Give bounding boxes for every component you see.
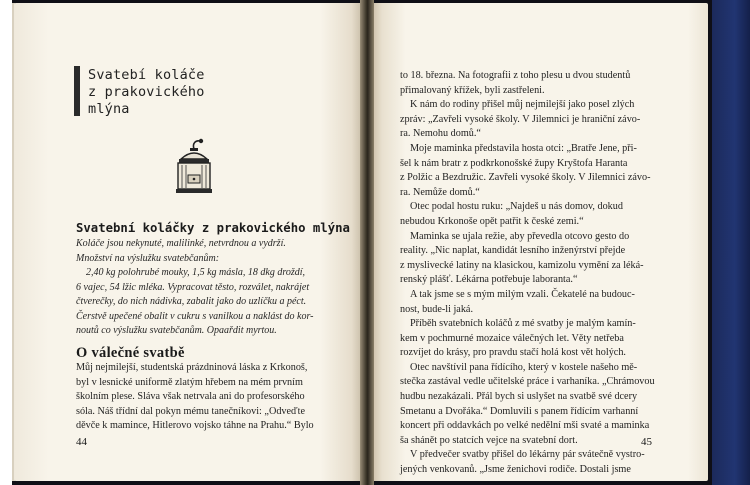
body-line: V předvečer svatby přišel do lékárny pár svátečně vystro-: [410, 449, 645, 461]
page-number-right: 45: [641, 436, 652, 448]
body-line: stečka zastával vedle učitelské práce i varhaníka. „Chrámovou: [400, 376, 655, 388]
chapter-marker-bar: [74, 66, 80, 116]
chapter-title-line: Svatebí koláče: [88, 67, 205, 83]
recipe-body-line: čtverečky, do nich nádivka, zabalit jako do uzlíčku a péct.: [76, 296, 307, 308]
coffee-grinder-icon: [170, 135, 218, 199]
book-gutter: [360, 0, 374, 485]
body-line: nost, bude-li jaká.: [400, 303, 473, 315]
body-line: zpráv: „Zavřeli vysoké školy. V Jilemnici je hraniční závo-: [400, 113, 641, 125]
body-line: Smetanu a Dvořáka.“ Domluvili s panem řídícím varhanní: [400, 405, 639, 417]
body-line: renský plášť. Lékárna potřebuje laboranta.“: [400, 274, 578, 286]
book-cover-edge: [712, 0, 750, 485]
body-line: přimalovaný křížek, byli zastřeleni.: [400, 84, 545, 96]
body-line: Příběh svatebních koláčů z mé svatby je malým kamín-: [410, 318, 636, 330]
body-line: Můj nejmilejší, studentská prázdninová láska z Krkonoš,: [76, 362, 308, 373]
recipe-intro: [76, 237, 334, 266]
chapter-title-line: mlýna: [88, 101, 130, 117]
body-line: reality. „Nic naplat, kandidát lesního inženýrství přejde: [400, 245, 626, 257]
right-page-text: [400, 69, 655, 478]
page-number-left: 44: [76, 436, 87, 448]
cover-edge-left: [0, 0, 12, 485]
body-line: ra. Nemůže domů.“: [400, 186, 480, 198]
body-line: rozvíjet do krásy, pro pravdu stačí holá kost vět holých.: [400, 347, 626, 359]
body-line: sóla. Náš třídní dal pokyn mému tanečníkovi: „Odveďte: [76, 405, 305, 417]
body-line: kem v pochmurné mozaice válečných let. Věty netřeba: [400, 332, 624, 344]
body-line: z Polžic a Bezdružic. Zavřeli vysoké školy. V Jilemnici závo-: [400, 172, 651, 184]
recipe-body-line: 2,40 kg polohrubé mouky, 1,5 kg másla, 18 dkg droždí,: [86, 267, 306, 278]
body-line: Otec navštívil pana řídícího, který v kostele našeho mě-: [410, 361, 638, 373]
body-line: byl v lesnické uniformě zlatým hřebem na mém prvním: [76, 376, 303, 388]
recipe-title: Svatební koláčky z prakovického mlýna: [76, 221, 350, 235]
body-line: šel k nám bratr z podkrkonošské župy Kryštofa Haranta: [400, 157, 628, 169]
body-line: děvče k mamince, Hitlerovo vojsko táhne na Prahu.“ Bylo: [76, 420, 314, 432]
body-line: A tak jsme se s mým milým vzali. Čekatelé na budouc-: [410, 288, 635, 300]
recipe-body-line: noutů co výslužku svatebčanům. Opaařdit myrtou.: [76, 325, 277, 337]
section-body: [76, 361, 314, 434]
body-line: hudbu nezakázali. Přál bych si uslyšet na svatbě své dcery: [400, 391, 638, 403]
recipe-body-line: 6 vajec, 54 lžic mléka. Vypracovat těsto, rozválet, nakrájet: [76, 281, 310, 293]
recipe-intro-line: Množství na výslužku svatebčanům:: [76, 252, 220, 264]
body-line: ša shánět po statcích vejce na svatební dort.: [400, 434, 578, 446]
body-line: školním plese. Sláva však netrvala ani do profesorského: [76, 391, 305, 403]
body-line: jených venkovanů. „Jsme ženichovi rodiče. Dostali jsme: [400, 464, 631, 476]
recipe-body-line: Čerstvě upečené obalit v cukru s vanilkou a naklást do kor-: [76, 310, 314, 322]
body-line: z myslivecké latiny na klasickou, kamizolu vymění za léká-: [400, 259, 644, 271]
body-line: to 18. března. Na fotografii z toho plesu u dvou studentů: [400, 70, 631, 81]
body-line: K nám do rodiny přišel můj nejmilejší jako posel zlých: [410, 99, 635, 111]
section-title: O válečné svatbě: [76, 345, 185, 361]
body-line: Moje maminka představila hosta otci: „Bratře Jene, při-: [410, 142, 637, 154]
body-line: nebudou Krkonoše opět patřit k české zemi.“: [400, 215, 584, 227]
chapter-title-line: z prakovického: [88, 84, 205, 100]
recipe-body: [76, 266, 314, 339]
body-line: Otec podal hostu ruku: „Najdeš u nás domov, dokud: [410, 201, 623, 213]
body-line: koncert při oddavkách po velké nedělní mši svaté a maminka: [400, 420, 650, 432]
body-line: Maminka se ujala režie, aby převedla otcovo gesto do: [410, 230, 630, 242]
chapter-title: [88, 67, 238, 118]
body-line: ra. Nemohu domů.“: [400, 128, 481, 140]
recipe-intro-line: Koláče jsou nekynuté, malilinké, netvrdnou a vydrží.: [76, 238, 286, 249]
